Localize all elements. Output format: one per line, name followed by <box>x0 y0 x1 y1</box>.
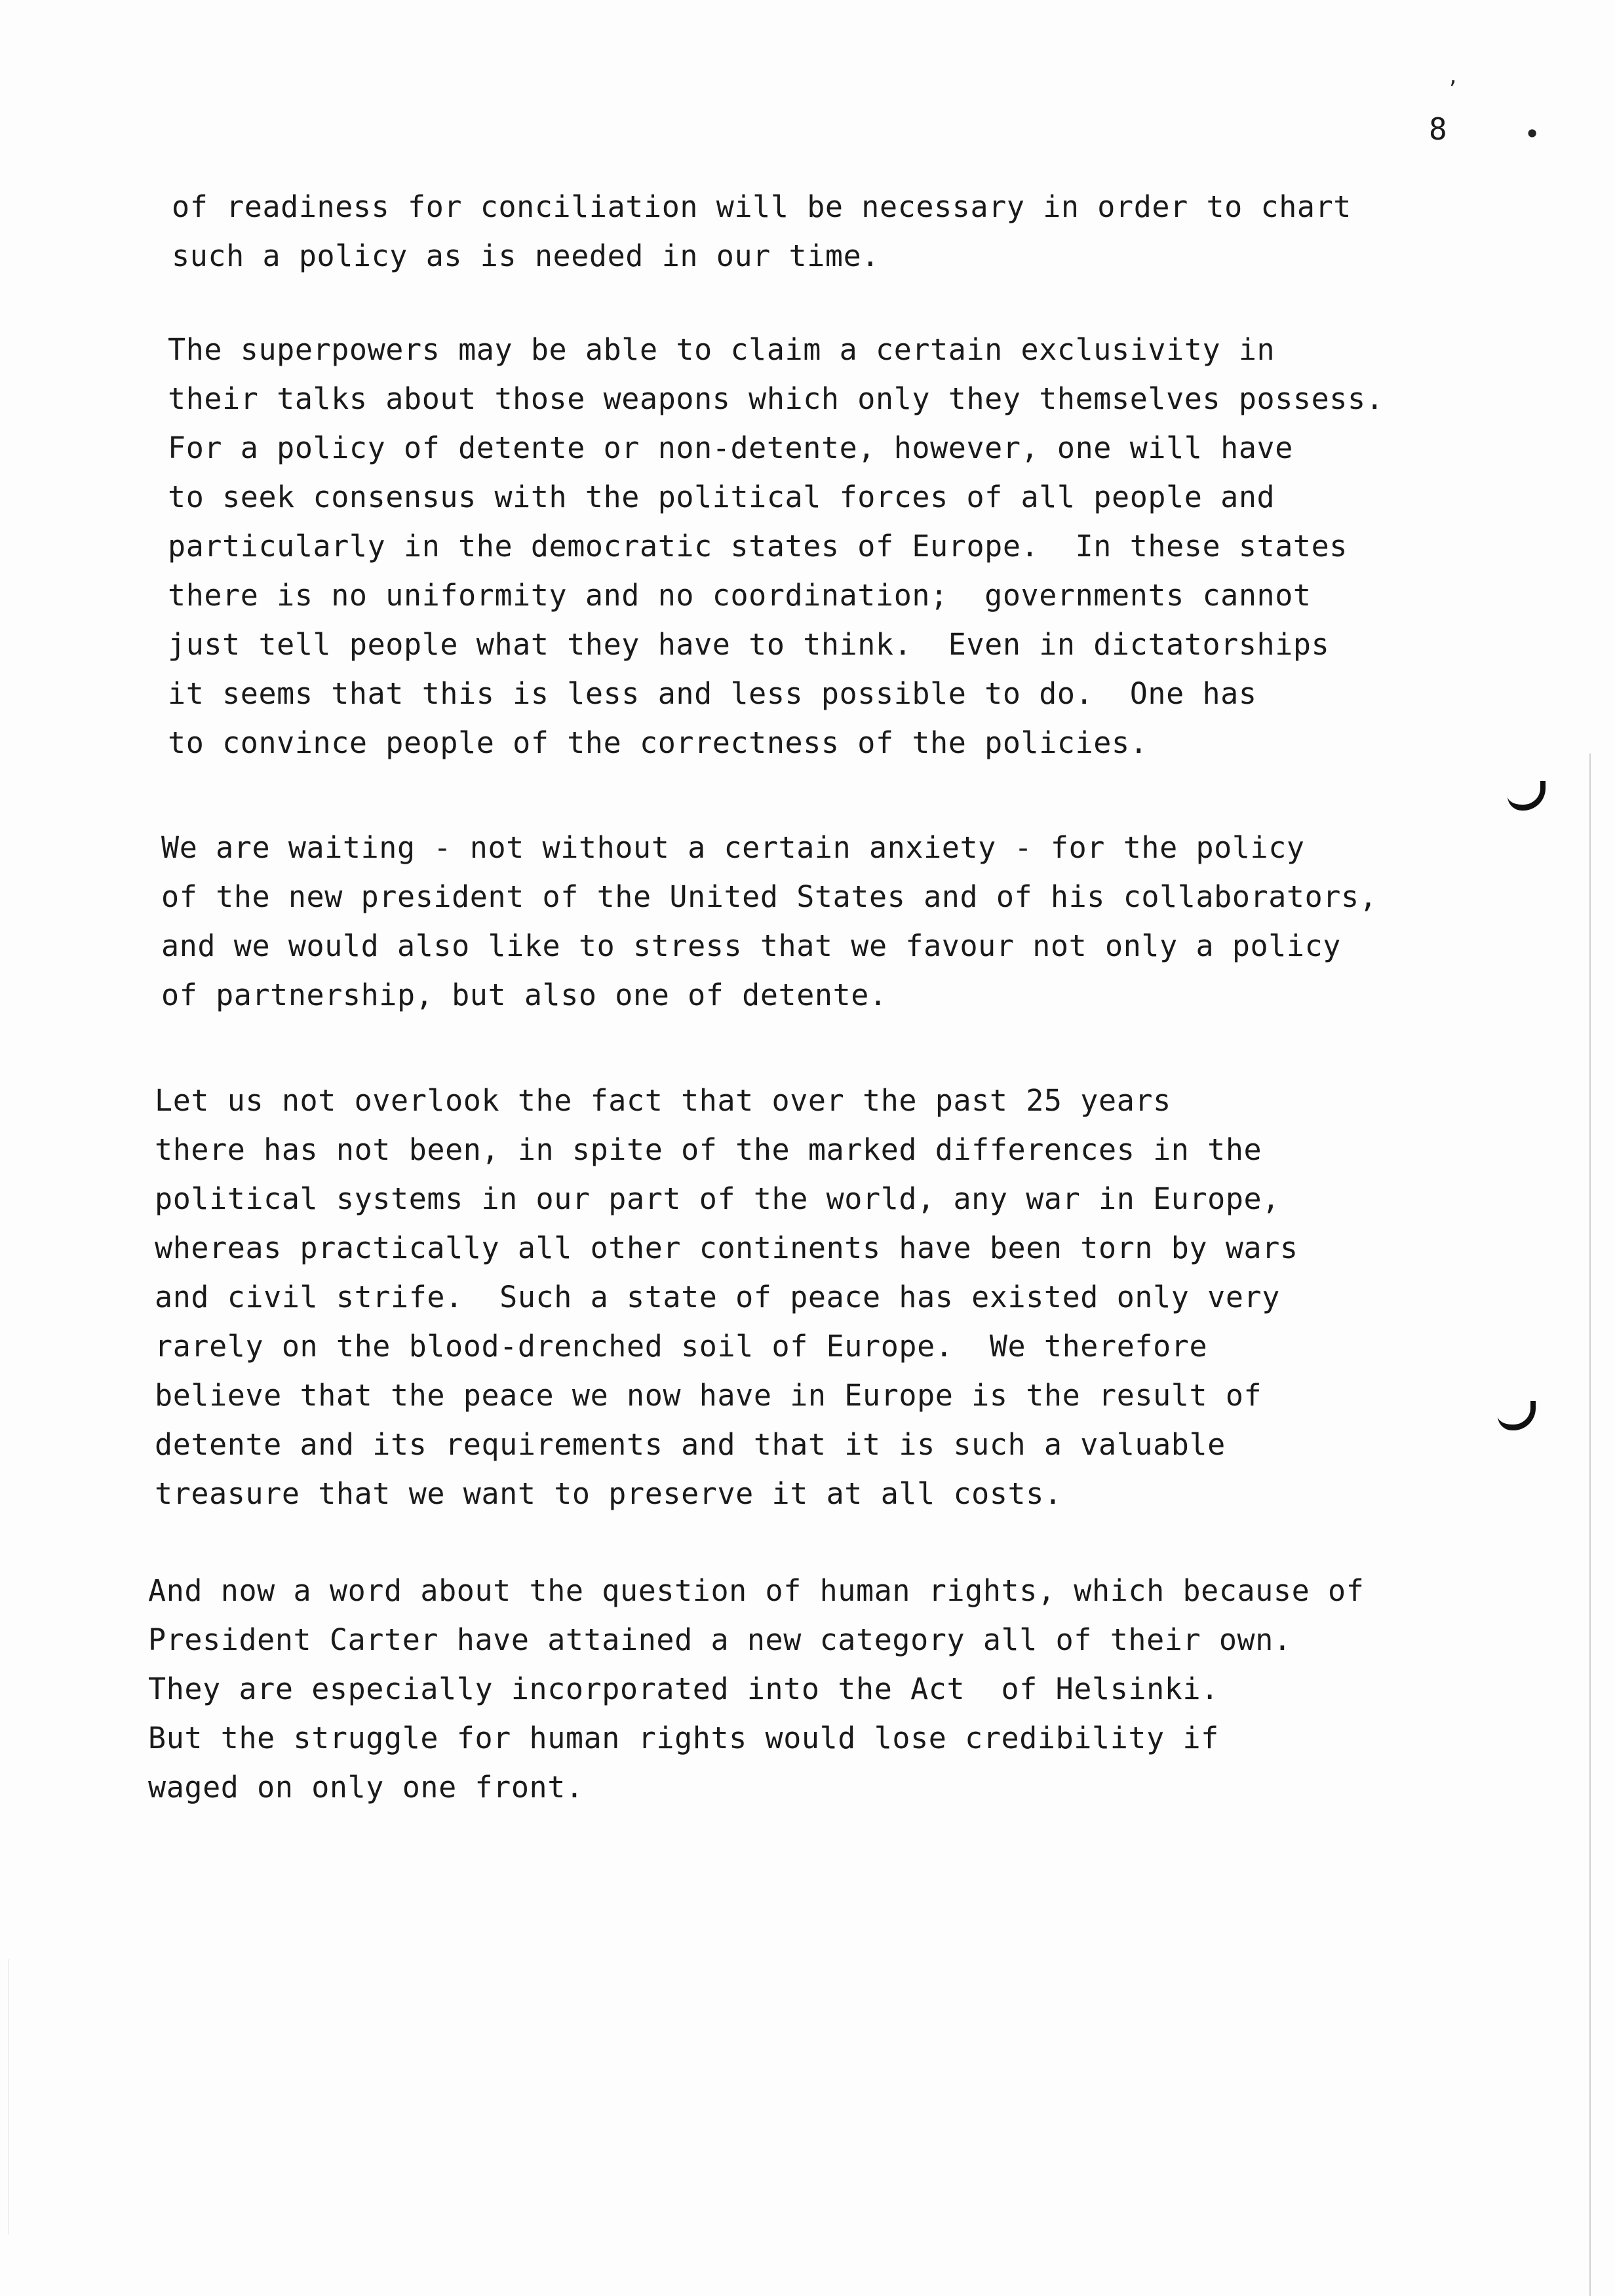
text-line: And now a word about the question of human rights, which because of <box>148 1573 1365 1608</box>
text-line: of readiness for conciliation will be necessary in order to chart <box>172 189 1352 224</box>
text-line: For a policy of detente or non-detente, however, one will have <box>168 430 1293 465</box>
paragraph-2 <box>168 325 1511 767</box>
margin-bracket-icon <box>1498 1401 1536 1430</box>
text-line: such a policy as is needed in our time. <box>172 239 880 273</box>
paragraph-3 <box>161 823 1505 1020</box>
text-line: Let us not overlook the fact that over the past 25 years <box>155 1083 1171 1118</box>
text-line: it seems that this is less and less possible to do. One has <box>168 676 1257 711</box>
page-number: 8 <box>1429 111 1447 147</box>
paragraph-1 <box>172 182 1515 280</box>
text-line: waged on only one front. <box>148 1770 584 1805</box>
paragraph-5 <box>148 1566 1492 1812</box>
scan-edge-line <box>8 1959 9 2234</box>
text-line: of the new president of the United States and of his collaborators, <box>161 879 1378 914</box>
text-line: believe that the peace we now have in Europe is the result of <box>155 1378 1262 1413</box>
text-line: They are especially incorporated into the Act of Helsinki. <box>148 1672 1219 1706</box>
text-line: there has not been, in spite of the marked differences in the <box>155 1132 1262 1167</box>
text-line: and we would also like to stress that we favour not only a policy <box>161 928 1341 963</box>
paragraph-4 <box>155 1076 1498 1518</box>
text-line: to seek consensus with the political forces of all people and <box>168 480 1275 514</box>
text-line: particularly in the democratic states of Europe. In these states <box>168 529 1348 564</box>
text-line: whereas practically all other continents have been torn by wars <box>155 1231 1298 1265</box>
text-line: The superpowers may be able to claim a certain exclusivity in <box>168 332 1275 367</box>
text-line: just tell people what they have to think. Even in dictatorships <box>168 627 1330 662</box>
corner-mark-dot: • <box>1524 118 1541 150</box>
text-line: detente and its requirements and that it is such a valuable <box>155 1427 1226 1462</box>
margin-bracket-icon <box>1508 781 1546 811</box>
text-line: rarely on the blood-drenched soil of Europe. We therefore <box>155 1329 1208 1364</box>
text-line: treasure that we want to preserve it at all costs. <box>155 1476 1062 1511</box>
text-line: of partnership, but also one of detente. <box>161 978 887 1012</box>
corner-mark-comma: , <box>1447 66 1460 88</box>
text-line: to convince people of the correctness of the policies. <box>168 725 1148 760</box>
text-line: and civil strife. Such a state of peace has existed only very <box>155 1280 1280 1314</box>
text-line: there is no uniformity and no coordination; governments cannot <box>168 578 1312 613</box>
text-line: political systems in our part of the world, any war in Europe, <box>155 1181 1280 1216</box>
text-line: We are waiting - not without a certain anxiety - for the policy <box>161 830 1305 865</box>
scan-edge-line <box>1589 754 1591 2296</box>
text-line: their talks about those weapons which only they themselves possess. <box>168 381 1384 416</box>
text-line: President Carter have attained a new category all of their own. <box>148 1622 1292 1657</box>
text-line: But the struggle for human rights would lose credibility if <box>148 1721 1219 1755</box>
